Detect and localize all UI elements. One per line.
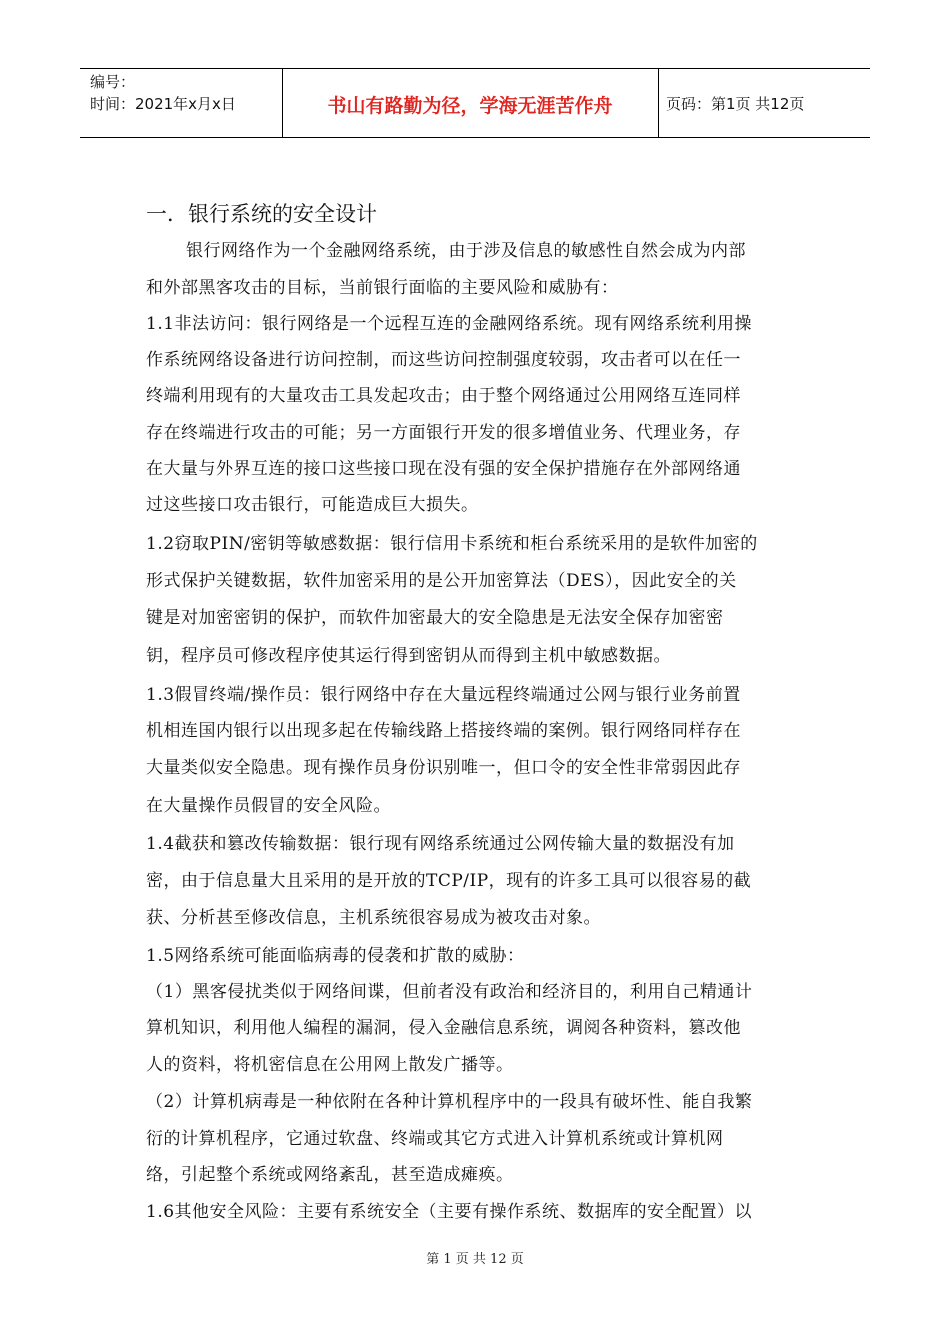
body-line: 作系统网络设备进行访问控制，而这些访问控制强度较弱，攻击者可以在任一 <box>146 350 741 370</box>
body-line: 和外部黑客攻击的目标，当前银行面临的主要风险和威胁有： <box>146 278 619 298</box>
body-line: 键是对加密密钥的保护，而软件加密最大的安全隐患是无法安全保存加密密 <box>146 608 724 628</box>
body-line: 络，引起整个系统或网络紊乱，甚至造成瘫痪。 <box>146 1165 514 1185</box>
body-line: 在大量操作员假冒的安全风险。 <box>146 796 391 816</box>
body-line: 1.5网络系统可能面临病毒的侵袭和扩散的威胁： <box>146 946 525 966</box>
body-line: 人的资料，将机密信息在公用网上散发广播等。 <box>146 1055 514 1075</box>
body-line: 银行网络作为一个金融网络系统，由于涉及信息的敏感性自然会成为内部 <box>186 241 746 261</box>
body-line: 密，由于信息量大且采用的是开放的TCP/IP，现有的许多工具可以很容易的截 <box>146 871 752 891</box>
body-line: 形式保护关键数据，软件加密采用的是公开加密算法（DES），因此安全的关 <box>146 571 737 591</box>
body-line: 1.2窃取PIN/密钥等敏感数据：银行信用卡系统和柜台系统采用的是软件加密的 <box>146 534 758 554</box>
body-line: （2）计算机病毒是一种依附在各种计算机程序中的一段具有破坏性、能自我繁 <box>146 1092 753 1112</box>
section-heading: 一．银行系统的安全设计 <box>146 202 377 226</box>
document-date: 时间：2021年x月x日 <box>90 95 236 113</box>
body-line: （1）黑客侵扰类似于网络间谍，但前者没有政治和经济目的，利用自己精通计 <box>146 982 753 1002</box>
body-line: 1.4截获和篡改传输数据：银行现有网络系统通过公网传输大量的数据没有加 <box>146 834 735 854</box>
header-motto-cell <box>282 69 659 137</box>
body-line: 获、分析甚至修改信息，主机系统很容易成为被攻击对象。 <box>146 908 601 928</box>
body-line: 大量类似安全隐患。现有操作员身份识别唯一，但口令的安全性非常弱因此存 <box>146 758 741 778</box>
header-page-cell <box>658 69 870 137</box>
body-line: 衍的计算机程序，它通过软盘、终端或其它方式进入计算机系统或计算机网 <box>146 1129 724 1149</box>
header-page-info: 页码：第1页 共12页 <box>666 95 805 113</box>
body-line: 机相连国内银行以出现多起在传输线路上搭接终端的案例。银行网络同样存在 <box>146 721 741 741</box>
body-line: 终端利用现有的大量攻击工具发起攻击；由于整个网络通过公用网络互连同样 <box>146 386 741 406</box>
document-number-label: 编号： <box>90 73 136 91</box>
header-meta-cell <box>80 69 283 137</box>
page-header <box>80 68 870 138</box>
body-line: 存在终端进行攻击的可能；另一方面银行开发的很多增值业务、代理业务，存 <box>146 423 741 443</box>
body-line: 算机知识，利用他人编程的漏洞，侵入金融信息系统，调阅各种资料，篡改他 <box>146 1018 741 1038</box>
body-line: 在大量与外界互连的接口这些接口现在没有强的安全保护措施存在外部网络通 <box>146 459 741 479</box>
body-line: 1.3假冒终端/操作员：银行网络中存在大量远程终端通过公网与银行业务前置 <box>146 685 741 705</box>
body-line: 1.1非法访问：银行网络是一个远程互连的金融网络系统。现有网络系统利用操 <box>146 314 753 334</box>
body-line: 过这些接口攻击银行，可能造成巨大损失。 <box>146 495 479 515</box>
body-line: 1.6其他安全风险：主要有系统安全（主要有操作系统、数据库的安全配置）以 <box>146 1202 753 1222</box>
header-motto: 书山有路勤为径，学海无涯苦作舟 <box>327 95 613 117</box>
page-footer: 第 1 页 共 12 页 <box>426 1252 524 1267</box>
body-line: 钥，程序员可修改程序使其运行得到密钥从而得到主机中敏感数据。 <box>146 646 671 666</box>
